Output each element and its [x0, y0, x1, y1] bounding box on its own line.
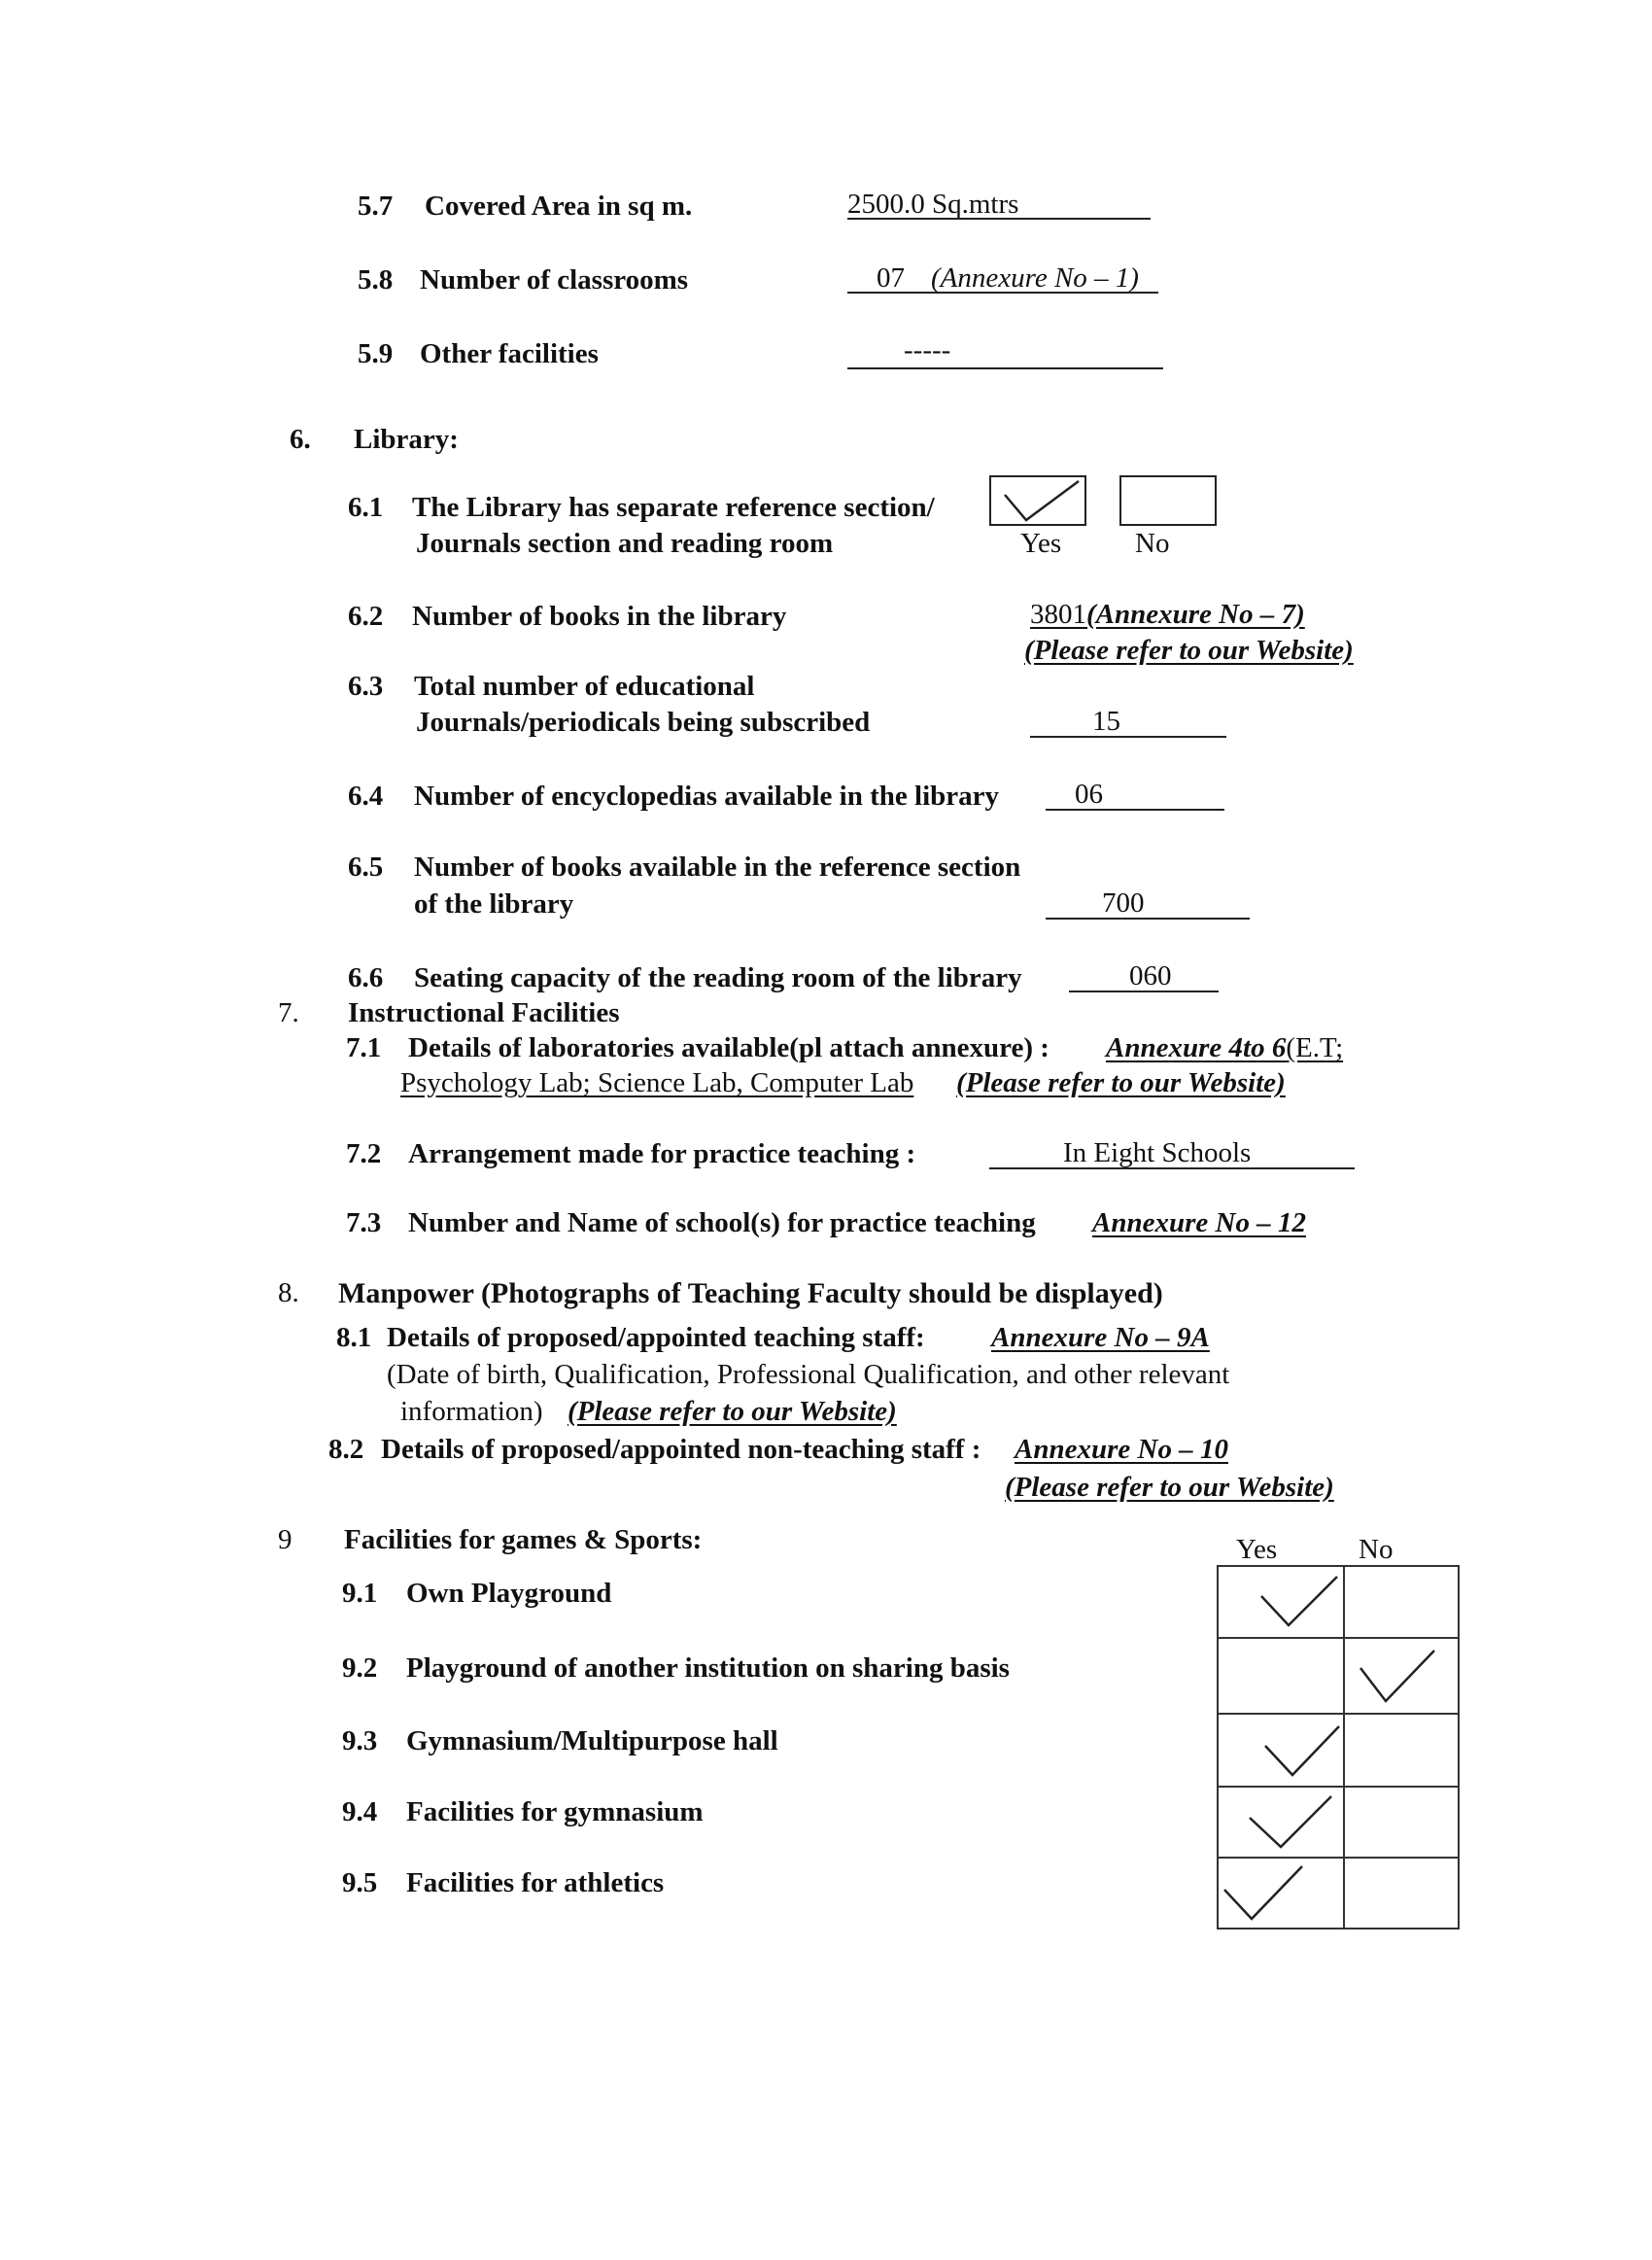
table-rule	[1217, 1565, 1219, 1928]
section-6-title: Library:	[354, 424, 459, 455]
item-8-2-label: Details of proposed/appointed non-teaching staff :	[381, 1434, 981, 1465]
table-rule	[1217, 1565, 1460, 1567]
item-5-7-value: 2500.0 Sq.mtrs	[847, 189, 1019, 220]
item-7-1-value	[1106, 1034, 1343, 1062]
item-9-2-number: 9.2	[342, 1652, 378, 1684]
item-7-1-annexure: Annexure 4to 6	[1106, 1032, 1287, 1063]
item-9-4-number: 9.4	[342, 1796, 378, 1827]
item-6-3-underline	[1030, 736, 1226, 738]
item-7-3-value: Annexure No – 12	[1092, 1207, 1306, 1238]
item-6-3-label-line2: Journals/periodicals being subscribed	[416, 707, 871, 738]
item-5-8-label: Number of classrooms	[420, 264, 689, 296]
item-9-2-no-check-icon	[1359, 1649, 1436, 1703]
item-7-2-number: 7.2	[346, 1138, 382, 1169]
item-6-5-label-line2: of the library	[414, 888, 574, 920]
item-9-3-label: Gymnasium/Multipurpose hall	[406, 1725, 778, 1756]
item-6-4-number: 6.4	[348, 781, 384, 812]
item-7-1-label: Details of laboratories available(pl attach annexure) :	[408, 1032, 1050, 1063]
section-9-number: 9	[278, 1524, 293, 1555]
item-7-1-labs: Psychology Lab; Science Lab, Computer Lab	[400, 1067, 914, 1098]
item-7-1-number: 7.1	[346, 1032, 382, 1063]
table-rule	[1343, 1565, 1345, 1928]
item-6-2-count: 3801	[1030, 599, 1086, 630]
item-5-8-number: 5.8	[358, 264, 394, 296]
item-8-1-number: 8.1	[336, 1322, 372, 1353]
item-6-5-underline	[1046, 918, 1250, 920]
item-8-1-note-line2: information)	[400, 1396, 543, 1427]
section-9-title: Facilities for games & Sports:	[344, 1524, 703, 1555]
item-9-1-number: 9.1	[342, 1578, 378, 1609]
item-8-1-note-line1: (Date of birth, Qualification, Professional Qualification, and other relevant	[387, 1359, 1230, 1390]
item-6-1-label-line1: The Library has separate reference section/	[412, 492, 935, 523]
item-6-2-label: Number of books in the library	[412, 601, 787, 632]
section-8-title: Manpower (Photographs of Teaching Faculty should be displayed)	[338, 1277, 1163, 1309]
table-rule	[1217, 1857, 1460, 1859]
item-9-3-yes-check-icon	[1263, 1724, 1341, 1779]
item-8-2-website-note: (Please refer to our Website)	[1005, 1472, 1334, 1503]
item-6-1-label-line2: Journals section and reading room	[416, 528, 834, 559]
item-7-1-et: (E.T;	[1286, 1032, 1344, 1063]
item-6-4-value: 06	[1075, 779, 1103, 810]
item-6-1-yes-checkbox[interactable]	[989, 475, 1086, 526]
item-7-1-website-note: (Please refer to our Website)	[956, 1067, 1286, 1098]
item-5-8-value: 07	[877, 262, 905, 294]
item-6-4-underline	[1046, 809, 1224, 811]
item-6-5-label-line1: Number of books available in the reference section	[414, 852, 1021, 883]
item-8-1-website-note: (Please refer to our Website)	[568, 1396, 897, 1427]
item-6-2-value	[1030, 601, 1305, 629]
item-8-2-number: 8.2	[328, 1434, 364, 1465]
item-6-1-no-checkbox[interactable]	[1119, 475, 1217, 526]
item-6-6-number: 6.6	[348, 962, 384, 993]
item-5-9-underline	[847, 367, 1163, 369]
item-6-1-no-label: No	[1135, 528, 1170, 559]
item-6-3-label-line1: Total number of educational	[414, 671, 755, 702]
table-rule	[1217, 1928, 1460, 1930]
item-6-2-website-note: (Please refer to our Website)	[1024, 635, 1354, 666]
table-rule	[1217, 1786, 1460, 1788]
item-5-7-label: Covered Area in sq m.	[425, 191, 693, 222]
item-7-3-label: Number and Name of school(s) for practice teaching	[408, 1207, 1036, 1238]
check-mark-icon	[991, 477, 1088, 528]
item-6-5-number: 6.5	[348, 852, 384, 883]
item-6-6-underline	[1069, 991, 1219, 992]
item-9-4-yes-check-icon	[1248, 1794, 1333, 1851]
item-6-6-value: 060	[1129, 960, 1172, 991]
item-5-8-underline	[847, 292, 1158, 294]
item-6-1-yes-label: Yes	[1020, 528, 1062, 559]
item-6-4-label: Number of encyclopedias available in the library	[414, 781, 1000, 812]
item-6-3-number: 6.3	[348, 671, 384, 702]
item-6-2-number: 6.2	[348, 601, 384, 632]
item-5-9-number: 5.9	[358, 338, 394, 369]
item-8-1-label: Details of proposed/appointed teaching staff:	[387, 1322, 925, 1353]
item-8-1-value: Annexure No – 9A	[991, 1322, 1210, 1353]
table-rule	[1217, 1637, 1460, 1639]
item-9-5-yes-check-icon	[1222, 1864, 1304, 1921]
section-7-number: 7.	[278, 997, 299, 1028]
item-6-1-number: 6.1	[348, 492, 384, 523]
item-6-3-value: 15	[1092, 706, 1120, 737]
item-6-6-label: Seating capacity of the reading room of the library	[414, 962, 1022, 993]
item-8-2-value: Annexure No – 10	[1015, 1434, 1228, 1465]
item-5-8-annexure: (Annexure No – 1)	[931, 262, 1139, 294]
section-8-number: 8.	[278, 1277, 299, 1308]
item-7-3-number: 7.3	[346, 1207, 382, 1238]
sports-table-yes-header: Yes	[1236, 1534, 1278, 1565]
item-5-7-underline	[847, 218, 1151, 220]
item-5-9-label: Other facilities	[420, 338, 599, 369]
item-9-5-number: 9.5	[342, 1867, 378, 1898]
item-9-2-label: Playground of another institution on sharing basis	[406, 1652, 1010, 1684]
table-rule	[1217, 1713, 1460, 1715]
item-9-3-number: 9.3	[342, 1725, 378, 1756]
item-7-2-label: Arrangement made for practice teaching :	[408, 1138, 916, 1169]
item-9-1-label: Own Playground	[406, 1578, 612, 1609]
item-9-5-label: Facilities for athletics	[406, 1867, 665, 1898]
section-6-number: 6.	[290, 424, 311, 455]
section-7-title: Instructional Facilities	[348, 997, 620, 1028]
item-9-4-label: Facilities for gymnasium	[406, 1796, 704, 1827]
table-rule	[1458, 1565, 1460, 1928]
item-9-1-yes-check-icon	[1259, 1575, 1339, 1629]
item-5-9-value: -----	[904, 334, 951, 365]
item-7-2-underline	[989, 1167, 1355, 1169]
item-5-7-number: 5.7	[358, 191, 394, 222]
item-6-5-value: 700	[1102, 887, 1145, 919]
sports-table-no-header: No	[1359, 1534, 1394, 1565]
item-7-2-value: In Eight Schools	[1063, 1137, 1252, 1168]
item-6-2-annexure: (Annexure No – 7)	[1086, 599, 1305, 630]
